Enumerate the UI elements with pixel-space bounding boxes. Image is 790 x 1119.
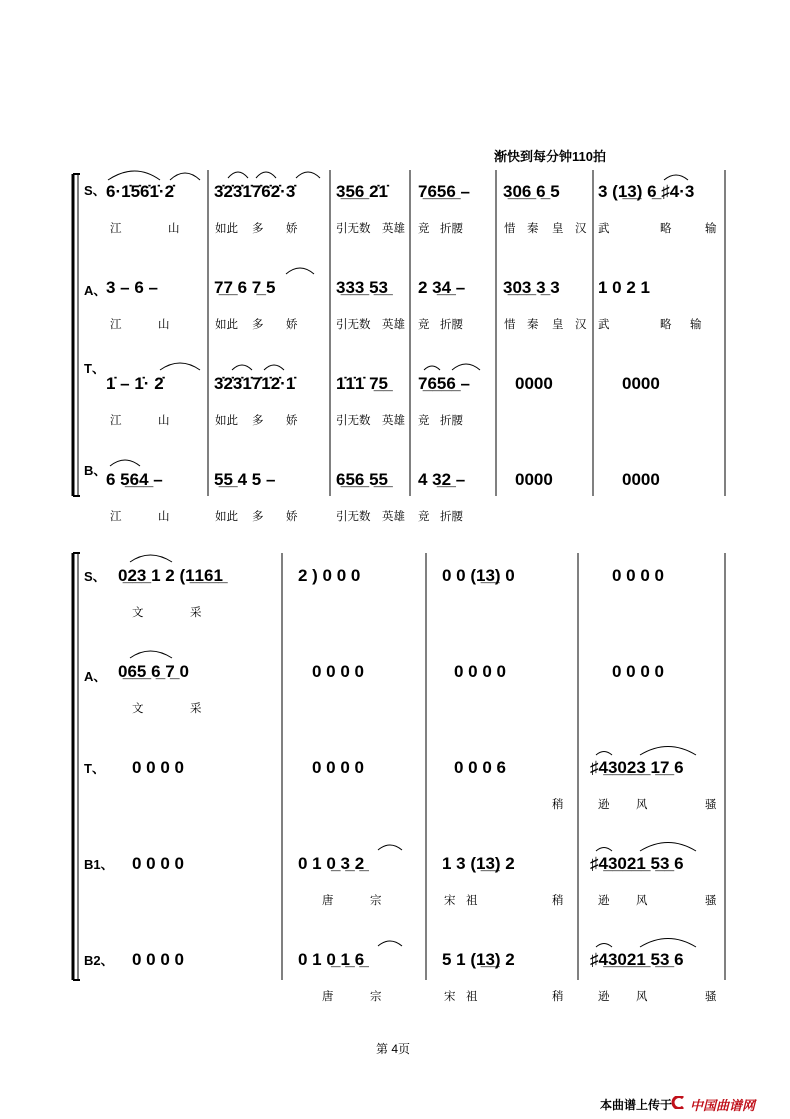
tempo-marking: 渐快到每分钟110拍 bbox=[494, 149, 606, 164]
lyric: 骚 bbox=[705, 799, 717, 811]
measure: 0 0 0 0 bbox=[132, 758, 184, 777]
measure: 3̲0̲6̲ 6̲ 5 bbox=[503, 182, 560, 201]
site-logo-icon bbox=[671, 1096, 686, 1109]
voice-label-alto: A、 bbox=[84, 669, 107, 684]
measure: 0000 bbox=[515, 470, 553, 489]
lyric: 多 bbox=[252, 511, 264, 523]
lyric: 唐 bbox=[322, 895, 334, 907]
lyric: 武 bbox=[598, 319, 610, 331]
lyric: 采 bbox=[190, 607, 202, 619]
lyric: 汉 bbox=[575, 319, 587, 331]
measure: 5 1 (1̲3̲) 2 bbox=[442, 950, 515, 969]
measure: 0 0 0 0 bbox=[132, 854, 184, 873]
lyric: 折腰 bbox=[440, 319, 463, 331]
upload-credit: 本曲谱上传于 bbox=[600, 1098, 673, 1112]
measure: 6·1̇5̇6̇1̇·2̇ bbox=[106, 182, 175, 201]
measure: 0 0 0 6 bbox=[454, 758, 506, 777]
measure: 3̇2̇3̇1̇7̇1̇2̇·1̇ bbox=[214, 374, 296, 393]
lyric: 如此 bbox=[215, 415, 238, 427]
measure: 0 0 0 0 bbox=[612, 566, 664, 585]
lyric: 江 bbox=[110, 319, 122, 331]
lyric: 折腰 bbox=[440, 511, 463, 523]
lyric: 宗 bbox=[370, 991, 382, 1003]
lyric: 皇 bbox=[552, 319, 564, 331]
lyric: 武 bbox=[598, 223, 610, 235]
lyric: 江 bbox=[110, 511, 122, 523]
lyric: 娇 bbox=[286, 511, 298, 523]
site-logo[interactable]: 中国曲谱网 bbox=[690, 1098, 756, 1113]
voice-label-soprano: S、 bbox=[84, 183, 106, 198]
voice-label-bass-2: B2、 bbox=[84, 953, 114, 968]
measure: 0 0 0 0 bbox=[612, 662, 664, 681]
measure: 0 0 (1̲3̲) 0 bbox=[442, 566, 515, 585]
voice-label-bass: B、 bbox=[84, 463, 107, 478]
measure: 1̇1̇1̇ 7̲5̲ bbox=[336, 374, 388, 393]
lyric: 竞 bbox=[418, 415, 430, 427]
measure: ♯4̲3̲0̲2̲3̲ 1̲7̲ 6 bbox=[590, 758, 684, 777]
lyric: 折腰 bbox=[440, 223, 463, 235]
lyric: 稍 bbox=[552, 991, 564, 1003]
lyric: 多 bbox=[252, 223, 264, 235]
lyric: 祖 bbox=[466, 895, 478, 907]
lyric: 惜 bbox=[504, 223, 516, 235]
lyric: 引无数 bbox=[336, 319, 371, 331]
lyric: 文 bbox=[132, 703, 144, 715]
lyric: 英雄 bbox=[382, 319, 405, 331]
lyric: 山 bbox=[168, 223, 180, 235]
lyric: 唐 bbox=[322, 991, 334, 1003]
lyric: 皇 bbox=[552, 223, 564, 235]
lyric: 娇 bbox=[286, 319, 298, 331]
measure: 0000 bbox=[622, 374, 660, 393]
lyric: 江 bbox=[110, 223, 122, 235]
measure: 0000 bbox=[622, 470, 660, 489]
measure: 7̲6̲5̲6̲ – bbox=[418, 374, 470, 393]
lyric: 引无数 bbox=[336, 511, 371, 523]
measure: 6 5̲6̲4̲ – bbox=[106, 470, 163, 489]
voice-label-tenor: T、 bbox=[84, 761, 105, 776]
measure: 2 ) 0 0 0 bbox=[298, 566, 361, 585]
lyric: 山 bbox=[158, 319, 170, 331]
lyric: 汉 bbox=[575, 223, 587, 235]
lyric: 宋 bbox=[444, 991, 456, 1003]
measure: 3̲0̲3̲ 3̲ 3 bbox=[503, 278, 560, 297]
measure: 0̲6̲5̲ 6̲ 7̲ 0 bbox=[118, 662, 189, 681]
measure: 3 (1̲3̲) 6̲ ♯4·3 bbox=[598, 182, 695, 201]
lyric: 输 bbox=[705, 223, 717, 235]
lyric: 骚 bbox=[705, 895, 717, 907]
lyric: 输 bbox=[690, 319, 702, 331]
lyric: 英雄 bbox=[382, 415, 405, 427]
lyric: 娇 bbox=[286, 415, 298, 427]
measure: 3̲5̲6̲ 2̇1̇ bbox=[336, 182, 388, 201]
lyric: 文 bbox=[132, 607, 144, 619]
measure: 7̲7̲ 6 7̲ 5 bbox=[214, 278, 276, 297]
measure: 0 0 0 0 bbox=[132, 950, 184, 969]
voice-label-soprano: S、 bbox=[84, 569, 106, 584]
voice-label-alto: A、 bbox=[84, 283, 107, 298]
measure: 0000 bbox=[515, 374, 553, 393]
lyric: 惜 bbox=[504, 319, 516, 331]
lyric: 稍 bbox=[552, 799, 564, 811]
page-number: 第 4页 bbox=[376, 1042, 411, 1056]
lyric: 逊 bbox=[598, 895, 610, 907]
lyric: 竞 bbox=[418, 223, 430, 235]
lyric: 采 bbox=[190, 703, 202, 715]
lyric: 如此 bbox=[215, 319, 238, 331]
lyric: 略 bbox=[660, 319, 672, 331]
lyric: 逊 bbox=[598, 799, 610, 811]
lyric: 江 bbox=[110, 415, 122, 427]
measure: 6̲5̲6̲ 5̲5̲ bbox=[336, 470, 388, 489]
lyric: 风 bbox=[636, 991, 648, 1003]
lyric: 逊 bbox=[598, 991, 610, 1003]
measure: 1 3 (1̲3̲) 2 bbox=[442, 854, 515, 873]
lyric: 风 bbox=[636, 799, 648, 811]
lyric: 引无数 bbox=[336, 415, 371, 427]
measure: 3̇2̇3̇1̇7̇6̇2̇·3̇ bbox=[214, 182, 296, 201]
measure: 2 3̲4̲ – bbox=[418, 278, 466, 297]
lyric: 山 bbox=[158, 511, 170, 523]
measure: 3 – 6 – bbox=[106, 278, 158, 297]
lyric: 多 bbox=[252, 319, 264, 331]
lyric: 祖 bbox=[466, 991, 478, 1003]
measure: 5̲5̲ 4 5 – bbox=[214, 470, 276, 489]
measure: ♯4̲3̲0̲2̲1̲ 5̲3̲ 6 bbox=[590, 854, 684, 873]
lyric: 秦 bbox=[527, 319, 539, 331]
lyric: 略 bbox=[660, 223, 672, 235]
lyric: 风 bbox=[636, 895, 648, 907]
lyric: 宋 bbox=[444, 895, 456, 907]
measure: 0 0 0 0 bbox=[312, 662, 364, 681]
lyric: 如此 bbox=[215, 223, 238, 235]
lyric: 山 bbox=[158, 415, 170, 427]
measure: 0 0 0 0 bbox=[312, 758, 364, 777]
lyric: 英雄 bbox=[382, 223, 405, 235]
measure: 0 1 0̲ 1̲ 6̲ bbox=[298, 950, 365, 969]
measure: 0 0 0 0 bbox=[454, 662, 506, 681]
lyric: 秦 bbox=[527, 223, 539, 235]
lyric: 英雄 bbox=[382, 511, 405, 523]
lyric: 折腰 bbox=[440, 415, 463, 427]
lyric: 多 bbox=[252, 415, 264, 427]
lyric: 稍 bbox=[552, 895, 564, 907]
voice-label-bass-1: B1、 bbox=[84, 857, 114, 872]
voice-label-tenor: T、 bbox=[84, 361, 105, 376]
measure: 3̲3̲3̲ 5̲3̲ bbox=[336, 278, 388, 297]
lyric: 如此 bbox=[215, 511, 238, 523]
measure: 4 3̲2̲ – bbox=[418, 470, 466, 489]
measure: 1̇ – 1̇· 2̇ bbox=[106, 374, 164, 393]
lyric: 引无数 bbox=[336, 223, 371, 235]
measure: ♯4̲3̲0̲2̲1̲ 5̲3̲ 6 bbox=[590, 950, 684, 969]
lyric: 竞 bbox=[418, 511, 430, 523]
measure: 1 0 2 1 bbox=[598, 278, 650, 297]
measure: 0 1 0̲ 3̲ 2̲ bbox=[298, 854, 365, 873]
measure: 7̲6̲5̲6̲ – bbox=[418, 182, 470, 201]
lyric: 骚 bbox=[705, 991, 717, 1003]
lyric: 宗 bbox=[370, 895, 382, 907]
measure: 0̲2̲3̲ 1 2 (1̲1̲6̲1̲ bbox=[118, 566, 223, 585]
lyric: 娇 bbox=[286, 223, 298, 235]
lyric: 竞 bbox=[418, 319, 430, 331]
